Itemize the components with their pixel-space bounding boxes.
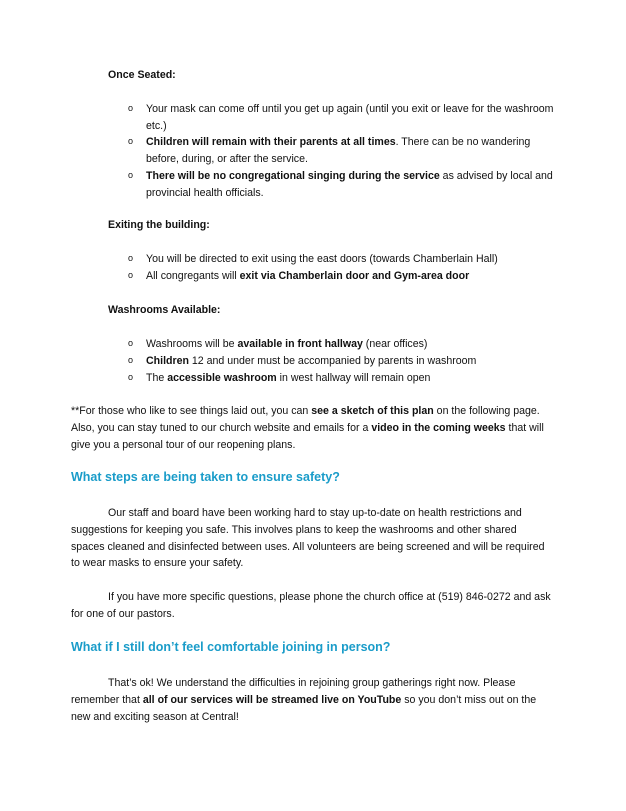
item-text: as advised by local and provincial health officials. <box>146 170 553 199</box>
item-bold-text: Children will remain with their parents at all times <box>146 136 396 148</box>
item-text: 12 and under must be accompanied by parents in washroom <box>188 355 477 367</box>
sketch-note-paragraph <box>71 403 551 453</box>
note-bold-text: see a sketch of this plan <box>311 405 434 417</box>
bullet-icon: o <box>128 372 134 382</box>
item-text: Your mask can come off until you get up again (until you exit or leave for the washroom etc.) <box>146 103 554 132</box>
item-text: You will be directed to exit using the east doors (towards Chamberlain Hall) <box>146 253 498 265</box>
item-text: . There can be no wandering before, during, or after the service. <box>146 136 531 165</box>
exiting-heading: Exiting the building: <box>108 219 210 231</box>
safety-paragraph: Our staff and board have been working hard to stay up-to-date on health restrictions and suggestions for keeping you safe. This involves plans to keep the washrooms and other shared spaces cleaned and disinfected between uses. All volunteers are being screened and will be required to wear masks to ensure your safety. <box>71 507 545 570</box>
washrooms-item-1 <box>146 336 566 353</box>
item-text: (near offices) <box>362 338 428 350</box>
item-text: All congregants will <box>146 270 240 282</box>
once-seated-item-1 <box>146 101 566 134</box>
note-bold-text: video in the coming weeks <box>371 421 506 434</box>
washrooms-heading: Washrooms Available: <box>108 304 221 316</box>
exiting-item-2 <box>146 268 566 285</box>
bullet-icon: o <box>128 355 134 365</box>
item-bold-text: exit via Chamberlain door and Gym-area door <box>239 270 470 282</box>
item-bold-text: Children <box>146 355 189 367</box>
note-text: on the following page. Also, you can stay tuned to our church website and emails for a <box>71 405 540 434</box>
note-text: that will give you a personal tour of our reopening plans. <box>71 421 544 451</box>
item-bold-text: available in front hallway <box>237 338 363 350</box>
bullet-icon: o <box>128 253 134 263</box>
comfort-paragraph <box>71 675 551 725</box>
bullet-icon: o <box>128 270 134 280</box>
once-seated-item-2 <box>146 134 566 167</box>
bullet-icon: o <box>128 136 134 146</box>
bullet-icon: o <box>128 338 134 348</box>
safety-heading: What steps are being taken to ensure safety? <box>71 470 340 484</box>
once-seated-heading: Once Seated: <box>108 69 176 81</box>
comfort-bold-text: all of our services will be streamed live on YouTube <box>142 693 402 706</box>
bullet-icon: o <box>128 170 134 180</box>
comfort-text: so you don’t miss out on the new and exciting season at Central! <box>71 693 537 723</box>
item-text: Washrooms will be <box>146 338 238 350</box>
item-text: in west hallway will remain open <box>276 372 431 384</box>
contact-paragraph: If you have more specific questions, please phone the church office at (519) 846-0272 and ask for one of our pastors. <box>71 591 551 620</box>
item-text: The <box>146 372 168 384</box>
item-bold-text: accessible washroom <box>167 372 277 384</box>
washrooms-item-2 <box>146 353 566 370</box>
washrooms-item-3 <box>146 370 566 387</box>
bullet-icon: o <box>128 103 134 113</box>
exiting-item-1 <box>146 251 566 268</box>
note-text: **For those who like to see things laid out, you can <box>71 405 312 417</box>
item-bold-text: There will be no congregational singing during the service <box>146 170 440 182</box>
once-seated-item-3 <box>146 168 566 201</box>
comfort-heading: What if I still don’t feel comfortable joining in person? <box>71 640 391 654</box>
comfort-text: That’s ok! We understand the difficulties in rejoining group gatherings right now. Please remember that <box>71 677 516 706</box>
